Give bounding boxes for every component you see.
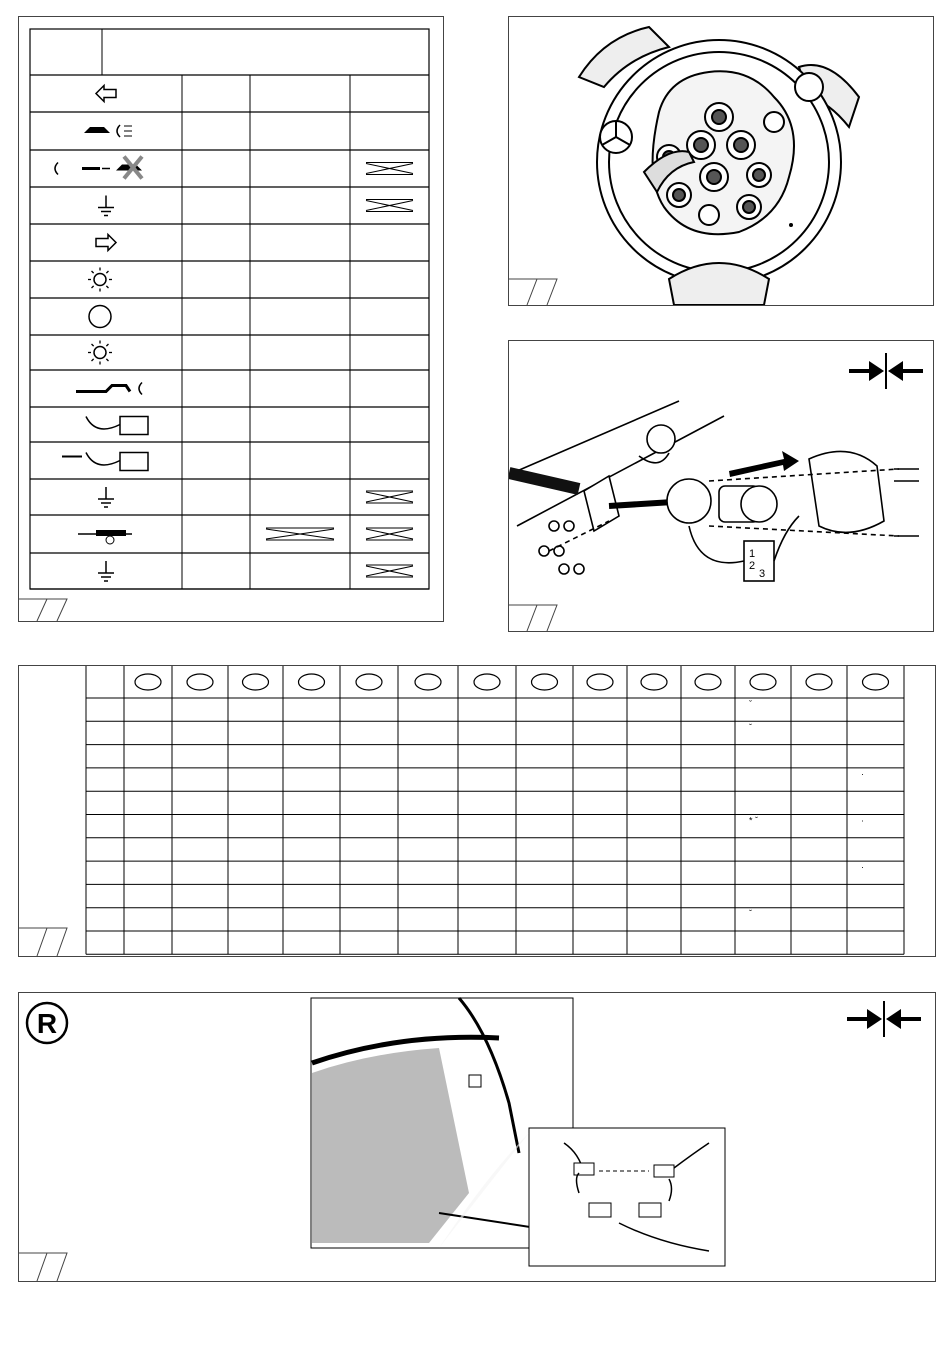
socket-front-illustration xyxy=(509,17,933,305)
pin-header-oval xyxy=(695,674,721,690)
trunk-install-svg xyxy=(19,993,935,1281)
symbol-row xyxy=(30,335,429,370)
symbol-row xyxy=(30,75,429,112)
ground-icon xyxy=(98,561,114,581)
symbol-row xyxy=(30,261,429,298)
pin-header-oval xyxy=(356,674,382,690)
symbol-row xyxy=(30,187,429,224)
not-applicable-cross xyxy=(366,163,413,175)
fog-light-disable-icon xyxy=(55,157,142,179)
pin-header-oval xyxy=(532,674,558,690)
pin-header-oval xyxy=(187,674,213,690)
socket-label-2: 2 xyxy=(749,560,756,572)
pin-grid xyxy=(86,666,904,954)
symbol-row xyxy=(30,112,429,150)
assembly-illustration xyxy=(509,341,933,631)
pin-matrix-svg xyxy=(19,666,935,956)
not-applicable-cross xyxy=(366,200,413,212)
symbol-row xyxy=(30,298,429,335)
not-applicable-cross xyxy=(366,565,413,577)
pin-mark: * ˇ xyxy=(749,815,758,826)
ground-icon xyxy=(98,196,114,216)
symbol-row xyxy=(30,553,429,589)
symbol-table-svg xyxy=(19,17,443,621)
clamp-arrows-icon xyxy=(849,353,923,389)
pin-header-oval xyxy=(750,674,776,690)
not-applicable-cross xyxy=(366,528,413,540)
pin-header-oval xyxy=(587,674,613,690)
pin-mark: ˇ xyxy=(749,908,752,919)
ignition-battery-icon xyxy=(62,453,148,471)
not-applicable-cross xyxy=(266,528,334,540)
pin-header-oval xyxy=(299,674,325,690)
pin-header-oval xyxy=(863,674,889,690)
socket-label-1: 1 xyxy=(749,548,756,560)
symbol-row xyxy=(30,224,429,261)
symbol-row xyxy=(30,515,429,553)
pin-header-oval xyxy=(415,674,441,690)
symbol-row xyxy=(30,479,429,515)
reverse-light-icon xyxy=(76,383,142,395)
lamp-icon xyxy=(88,341,112,365)
ground-icon xyxy=(98,487,114,507)
pin-mark: ˇ xyxy=(749,699,752,709)
symbol-row xyxy=(30,442,429,479)
pin-header-oval xyxy=(806,674,832,690)
pin-header-oval xyxy=(474,674,500,690)
car-fog-light-icon xyxy=(84,125,132,137)
pin-mark: · xyxy=(861,768,864,779)
socket-label-3: 3 xyxy=(759,568,766,580)
lamp-icon xyxy=(88,268,112,292)
pin-mark: · xyxy=(861,815,864,826)
pin-matrix-panel xyxy=(18,665,936,957)
trunk-install-panel xyxy=(18,992,936,1282)
assembly-panel xyxy=(508,340,934,632)
pin-mark: · xyxy=(861,862,864,873)
pin-header-oval xyxy=(641,674,667,690)
pin-header-oval xyxy=(135,674,161,690)
pin-mark: ˇ xyxy=(749,722,752,733)
symbol-row xyxy=(30,370,429,407)
pin-header-oval xyxy=(243,674,269,690)
turn-right-arrow-icon xyxy=(96,235,116,251)
r-badge-label: R xyxy=(36,1008,58,1039)
symbol-row xyxy=(30,407,429,442)
not-applicable-cross xyxy=(366,491,413,503)
socket-front-panel xyxy=(508,16,934,306)
symbol-row xyxy=(30,150,429,187)
sensor-wire-icon xyxy=(78,530,132,544)
symbol-table-panel xyxy=(18,16,444,622)
battery-charge-icon xyxy=(86,417,148,435)
clamp-arrows-icon xyxy=(847,1001,921,1037)
circle-icon xyxy=(89,306,111,328)
turn-left-arrow-icon xyxy=(96,86,116,102)
